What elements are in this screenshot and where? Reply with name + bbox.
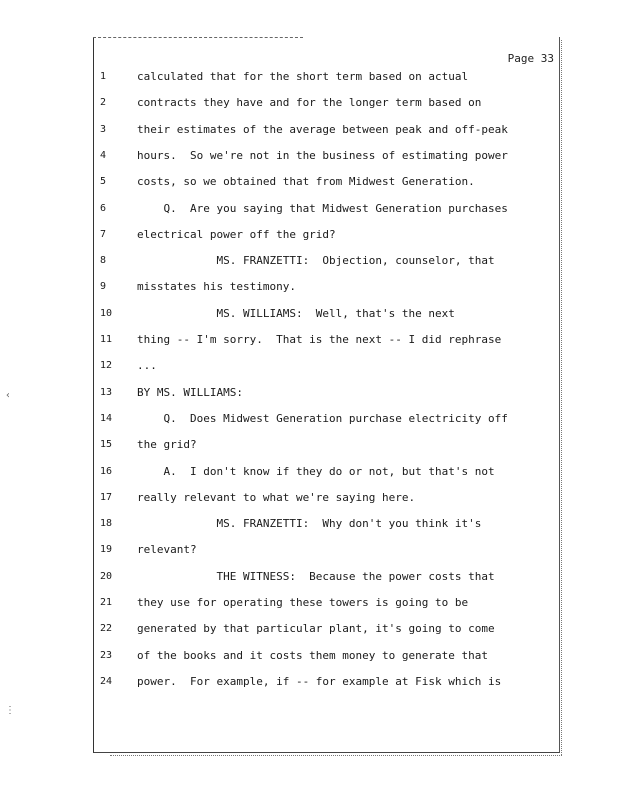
transcript-line xyxy=(0,620,560,638)
line-text: MS. WILLIAMS: Well, that's the next xyxy=(137,307,455,320)
line-number: 24 xyxy=(100,676,113,687)
line-text: MS. FRANZETTI: Why don't you think it's xyxy=(137,517,482,530)
line-number: 12 xyxy=(100,360,113,371)
line-text: hours. So we're not in the business of estimating power xyxy=(137,149,508,162)
line-number: 9 xyxy=(100,281,107,292)
line-text: MS. FRANZETTI: Objection, counselor, that xyxy=(137,254,495,267)
line-text: ... xyxy=(137,359,157,372)
transcript-line xyxy=(0,357,560,375)
transcript-line xyxy=(0,173,560,191)
line-text: Q. Does Midwest Generation purchase electricity off xyxy=(137,412,508,425)
transcript-line xyxy=(0,463,560,481)
line-text: THE WITNESS: Because the power costs that xyxy=(137,570,495,583)
line-number: 11 xyxy=(100,334,113,345)
transcript-line xyxy=(0,541,560,559)
line-text: costs, so we obtained that from Midwest Generation. xyxy=(137,175,475,188)
line-number: 13 xyxy=(100,387,113,398)
line-number: 15 xyxy=(100,439,113,450)
transcript-line xyxy=(0,515,560,533)
transcript-line xyxy=(0,594,560,612)
line-number: 10 xyxy=(100,308,113,319)
line-number: 7 xyxy=(100,229,107,240)
line-number: 14 xyxy=(100,413,113,424)
transcript-line xyxy=(0,200,560,218)
transcript-line xyxy=(0,331,560,349)
line-text: thing -- I'm sorry. That is the next -- I did rephrase xyxy=(137,333,502,346)
line-number: 5 xyxy=(100,176,107,187)
line-number: 3 xyxy=(100,124,107,135)
line-text: relevant? xyxy=(137,543,197,556)
line-number: 4 xyxy=(100,150,107,161)
transcript-line xyxy=(0,252,560,270)
line-number: 6 xyxy=(100,203,107,214)
transcript-line xyxy=(0,436,560,454)
transcript-line xyxy=(0,226,560,244)
line-number: 8 xyxy=(100,255,107,266)
page-number: Page 33 xyxy=(507,52,554,65)
line-number: 21 xyxy=(100,597,113,608)
line-text: contracts they have and for the longer term based on xyxy=(137,96,482,109)
transcript-line xyxy=(0,278,560,296)
transcript-line xyxy=(0,384,560,402)
left-margin-mark-bottom: ⋮ xyxy=(5,705,15,716)
line-text: calculated that for the short term based on actual xyxy=(137,70,469,83)
transcript-line xyxy=(0,489,560,507)
line-number: 23 xyxy=(100,650,113,661)
transcript-line xyxy=(0,647,560,665)
line-text: power. For example, if -- for example at Fisk which is xyxy=(137,675,502,688)
line-text: really relevant to what we're saying here. xyxy=(137,491,416,504)
line-text: generated by that particular plant, it's going to come xyxy=(137,622,495,635)
transcript-line xyxy=(0,410,560,428)
page-top-rule xyxy=(93,37,303,38)
line-number: 1 xyxy=(100,71,107,82)
transcript-line xyxy=(0,68,560,86)
transcript-line xyxy=(0,673,560,691)
line-number: 19 xyxy=(100,544,113,555)
line-text: A. I don't know if they do or not, but that's not xyxy=(137,465,495,478)
line-number: 16 xyxy=(100,466,113,477)
left-margin-mark: ‹ xyxy=(5,390,12,401)
line-number: 17 xyxy=(100,492,113,503)
transcript-line xyxy=(0,305,560,323)
line-number: 2 xyxy=(100,97,107,108)
page-right-edge xyxy=(561,40,565,755)
line-text: they use for operating these towers is going to be xyxy=(137,596,469,609)
line-number: 18 xyxy=(100,518,113,529)
line-number: 20 xyxy=(100,571,113,582)
line-text: BY MS. WILLIAMS: xyxy=(137,386,243,399)
line-text: Q. Are you saying that Midwest Generation purchases xyxy=(137,202,508,215)
transcript-line xyxy=(0,568,560,586)
line-text: the grid? xyxy=(137,438,197,451)
transcript-line xyxy=(0,94,560,112)
transcript-line xyxy=(0,147,560,165)
page-bottom-edge xyxy=(110,755,562,756)
line-text: misstates his testimony. xyxy=(137,280,296,293)
line-number: 22 xyxy=(100,623,113,634)
line-text: their estimates of the average between peak and off-peak xyxy=(137,123,508,136)
line-text: of the books and it costs them money to generate that xyxy=(137,649,488,662)
transcript-line xyxy=(0,121,560,139)
line-text: electrical power off the grid? xyxy=(137,228,336,241)
